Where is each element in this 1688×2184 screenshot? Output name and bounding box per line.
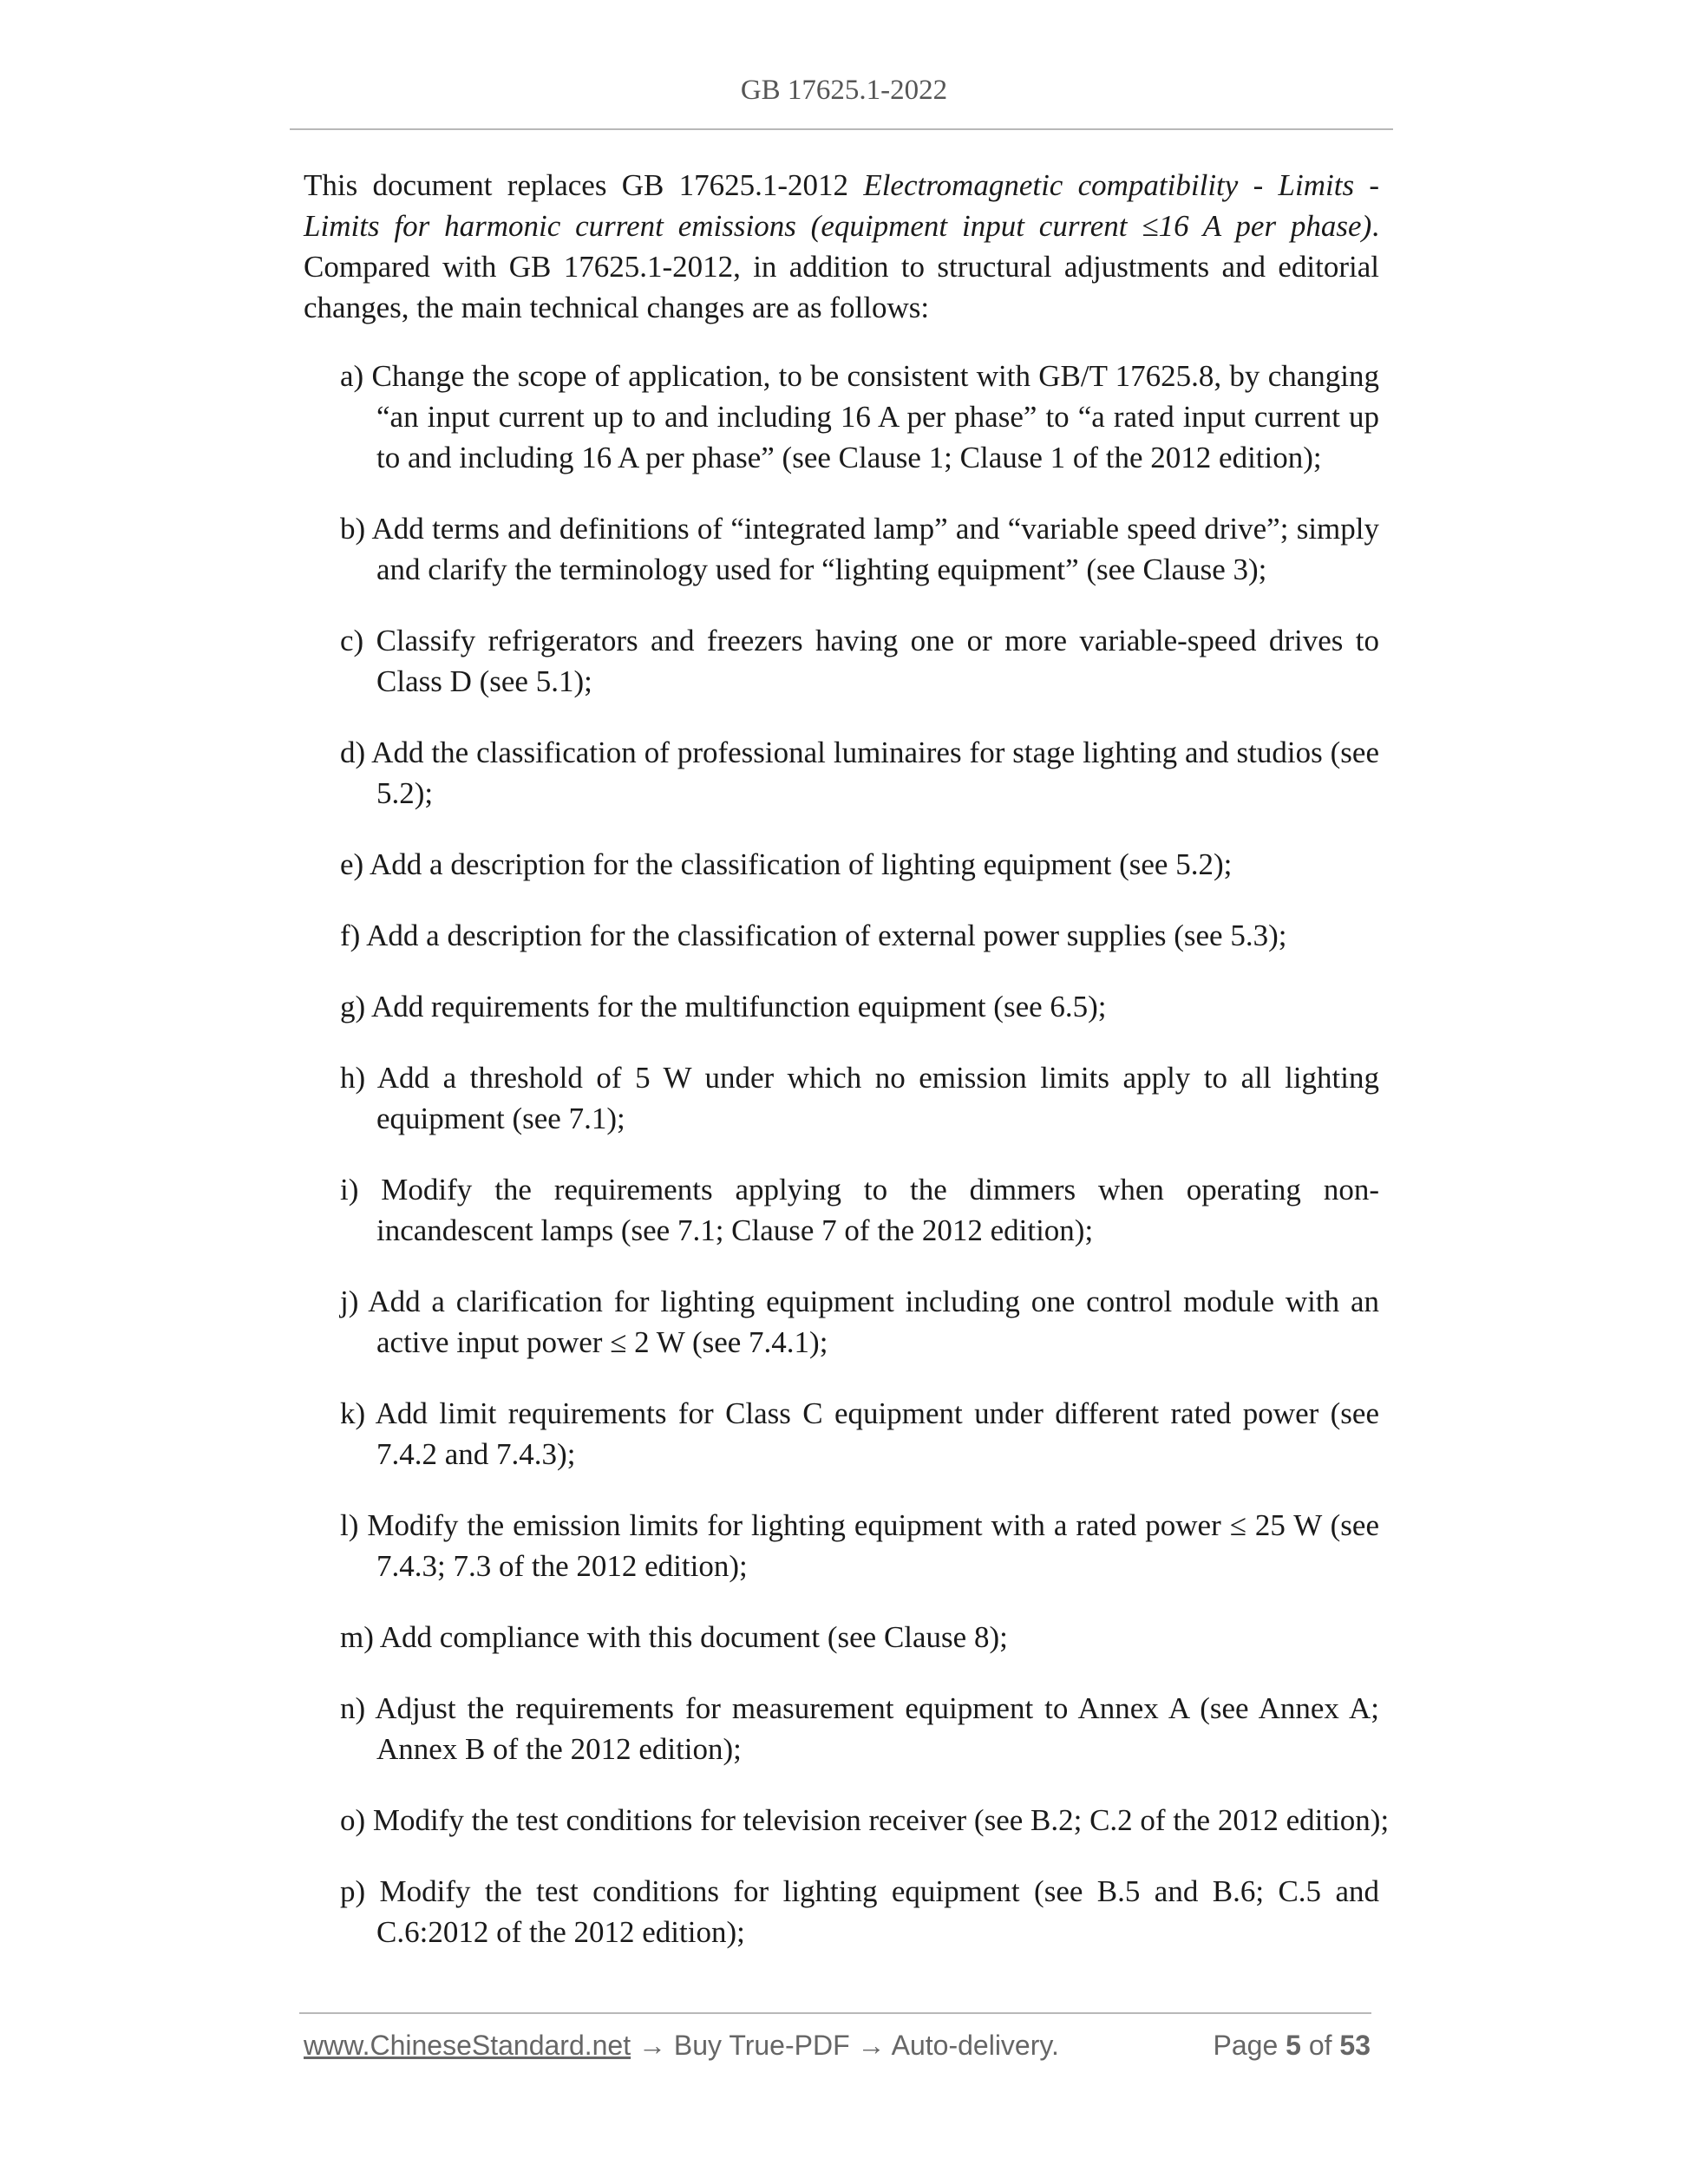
change-item-a: a) Change the scope of application, to be consistent with GB/T 17625.8, by changing “an input current up to and including 16 A per phase” to “a rated input current up to and including 16 A per phase” (see Clause 1; Clause 1 of the 2012 edition);	[340, 359, 1379, 474]
change-item-p: p) Modify the test conditions for lighting equipment (see B.5 and B.6; C.5 and C.6:2012 of the 2012 edition);	[340, 1874, 1379, 1949]
change-item-i: i) Modify the requirements applying to the dimmers when operating non-incandescent lamps (see 7.1; Clause 7 of the 2012 edition);	[340, 1173, 1379, 1247]
change-item-k: k) Add limit requirements for Class C equipment under different rated power (see 7.4.2 and 7.4.3);	[340, 1396, 1379, 1471]
change-item-n: n) Adjust the requirements for measurement equipment to Annex A (see Annex A; Annex B of the 2012 edition);	[340, 1691, 1379, 1766]
replaced-standard-title: Electromagnetic compatibility - Limits - Limits for harmonic current emissions (equipment input current ≤16 A per phase)	[304, 168, 1380, 243]
intro-text-start: This document replaces GB 17625.1-2012	[304, 168, 864, 202]
change-item-f: f) Add a description for the classification of external power supplies (see 5.3);	[340, 919, 1287, 952]
change-item-c: c) Classify refrigerators and freezers having one or more variable-speed drives to Class D (see 5.1);	[340, 624, 1379, 698]
of-label: of	[1300, 2030, 1340, 2061]
change-item-h: h) Add a threshold of 5 W under which no emission limits apply to all lighting equipment (see 7.1);	[340, 1061, 1379, 1135]
intro-text-end: . Compared with GB 17625.1-2012, in addition to structural adjustments and editorial changes, the main technical changes are as follows:	[304, 209, 1379, 324]
page-header-title: GB 17625.1-2022	[740, 75, 948, 106]
current-page-number: 5	[1286, 2030, 1301, 2061]
change-item-g: g) Add requirements for the multifunction equipment (see 6.5);	[340, 990, 1107, 1023]
page-indicator	[1214, 2030, 1371, 2062]
change-item-d: d) Add the classification of professional luminaires for stage lighting and studios (see 5.2);	[340, 736, 1379, 810]
change-item-j: j) Add a clarification for lighting equipment including one control module with an active input power ≤ 2 W (see 7.4.1);	[340, 1285, 1379, 1359]
change-item-o: o) Modify the test conditions for television receiver (see B.2; C.2 of the 2012 edition);	[340, 1803, 1390, 1837]
change-item-l: l) Modify the emission limits for lighting equipment with a rated power ≤ 25 W (see 7.4.3; 7.3 of the 2012 edition);	[340, 1508, 1379, 1583]
header-divider	[290, 128, 1393, 130]
footer-promo	[304, 2030, 1059, 2062]
technical-changes-list	[304, 356, 1390, 1952]
footer-tagline: → Buy True-PDF → Auto-delivery.	[631, 2030, 1059, 2061]
change-item-e: e) Add a description for the classification of lighting equipment (see 5.2);	[340, 847, 1233, 881]
total-pages-number: 53	[1339, 2030, 1371, 2061]
change-item-b: b) Add terms and definitions of “integrated lamp” and “variable speed drive”; simply and clarify the terminology used for “lighting equipment” (see Clause 3);	[340, 512, 1379, 586]
chinesestandard-link[interactable]: www.ChineseStandard.net	[304, 2030, 631, 2061]
page-label: Page	[1213, 2030, 1286, 2061]
footer-divider	[299, 2012, 1371, 2014]
technical-changes-list-wrapper	[304, 356, 1390, 1983]
change-item-m: m) Add compliance with this document (see Clause 8);	[340, 1620, 1008, 1654]
intro-paragraph	[304, 165, 1379, 328]
